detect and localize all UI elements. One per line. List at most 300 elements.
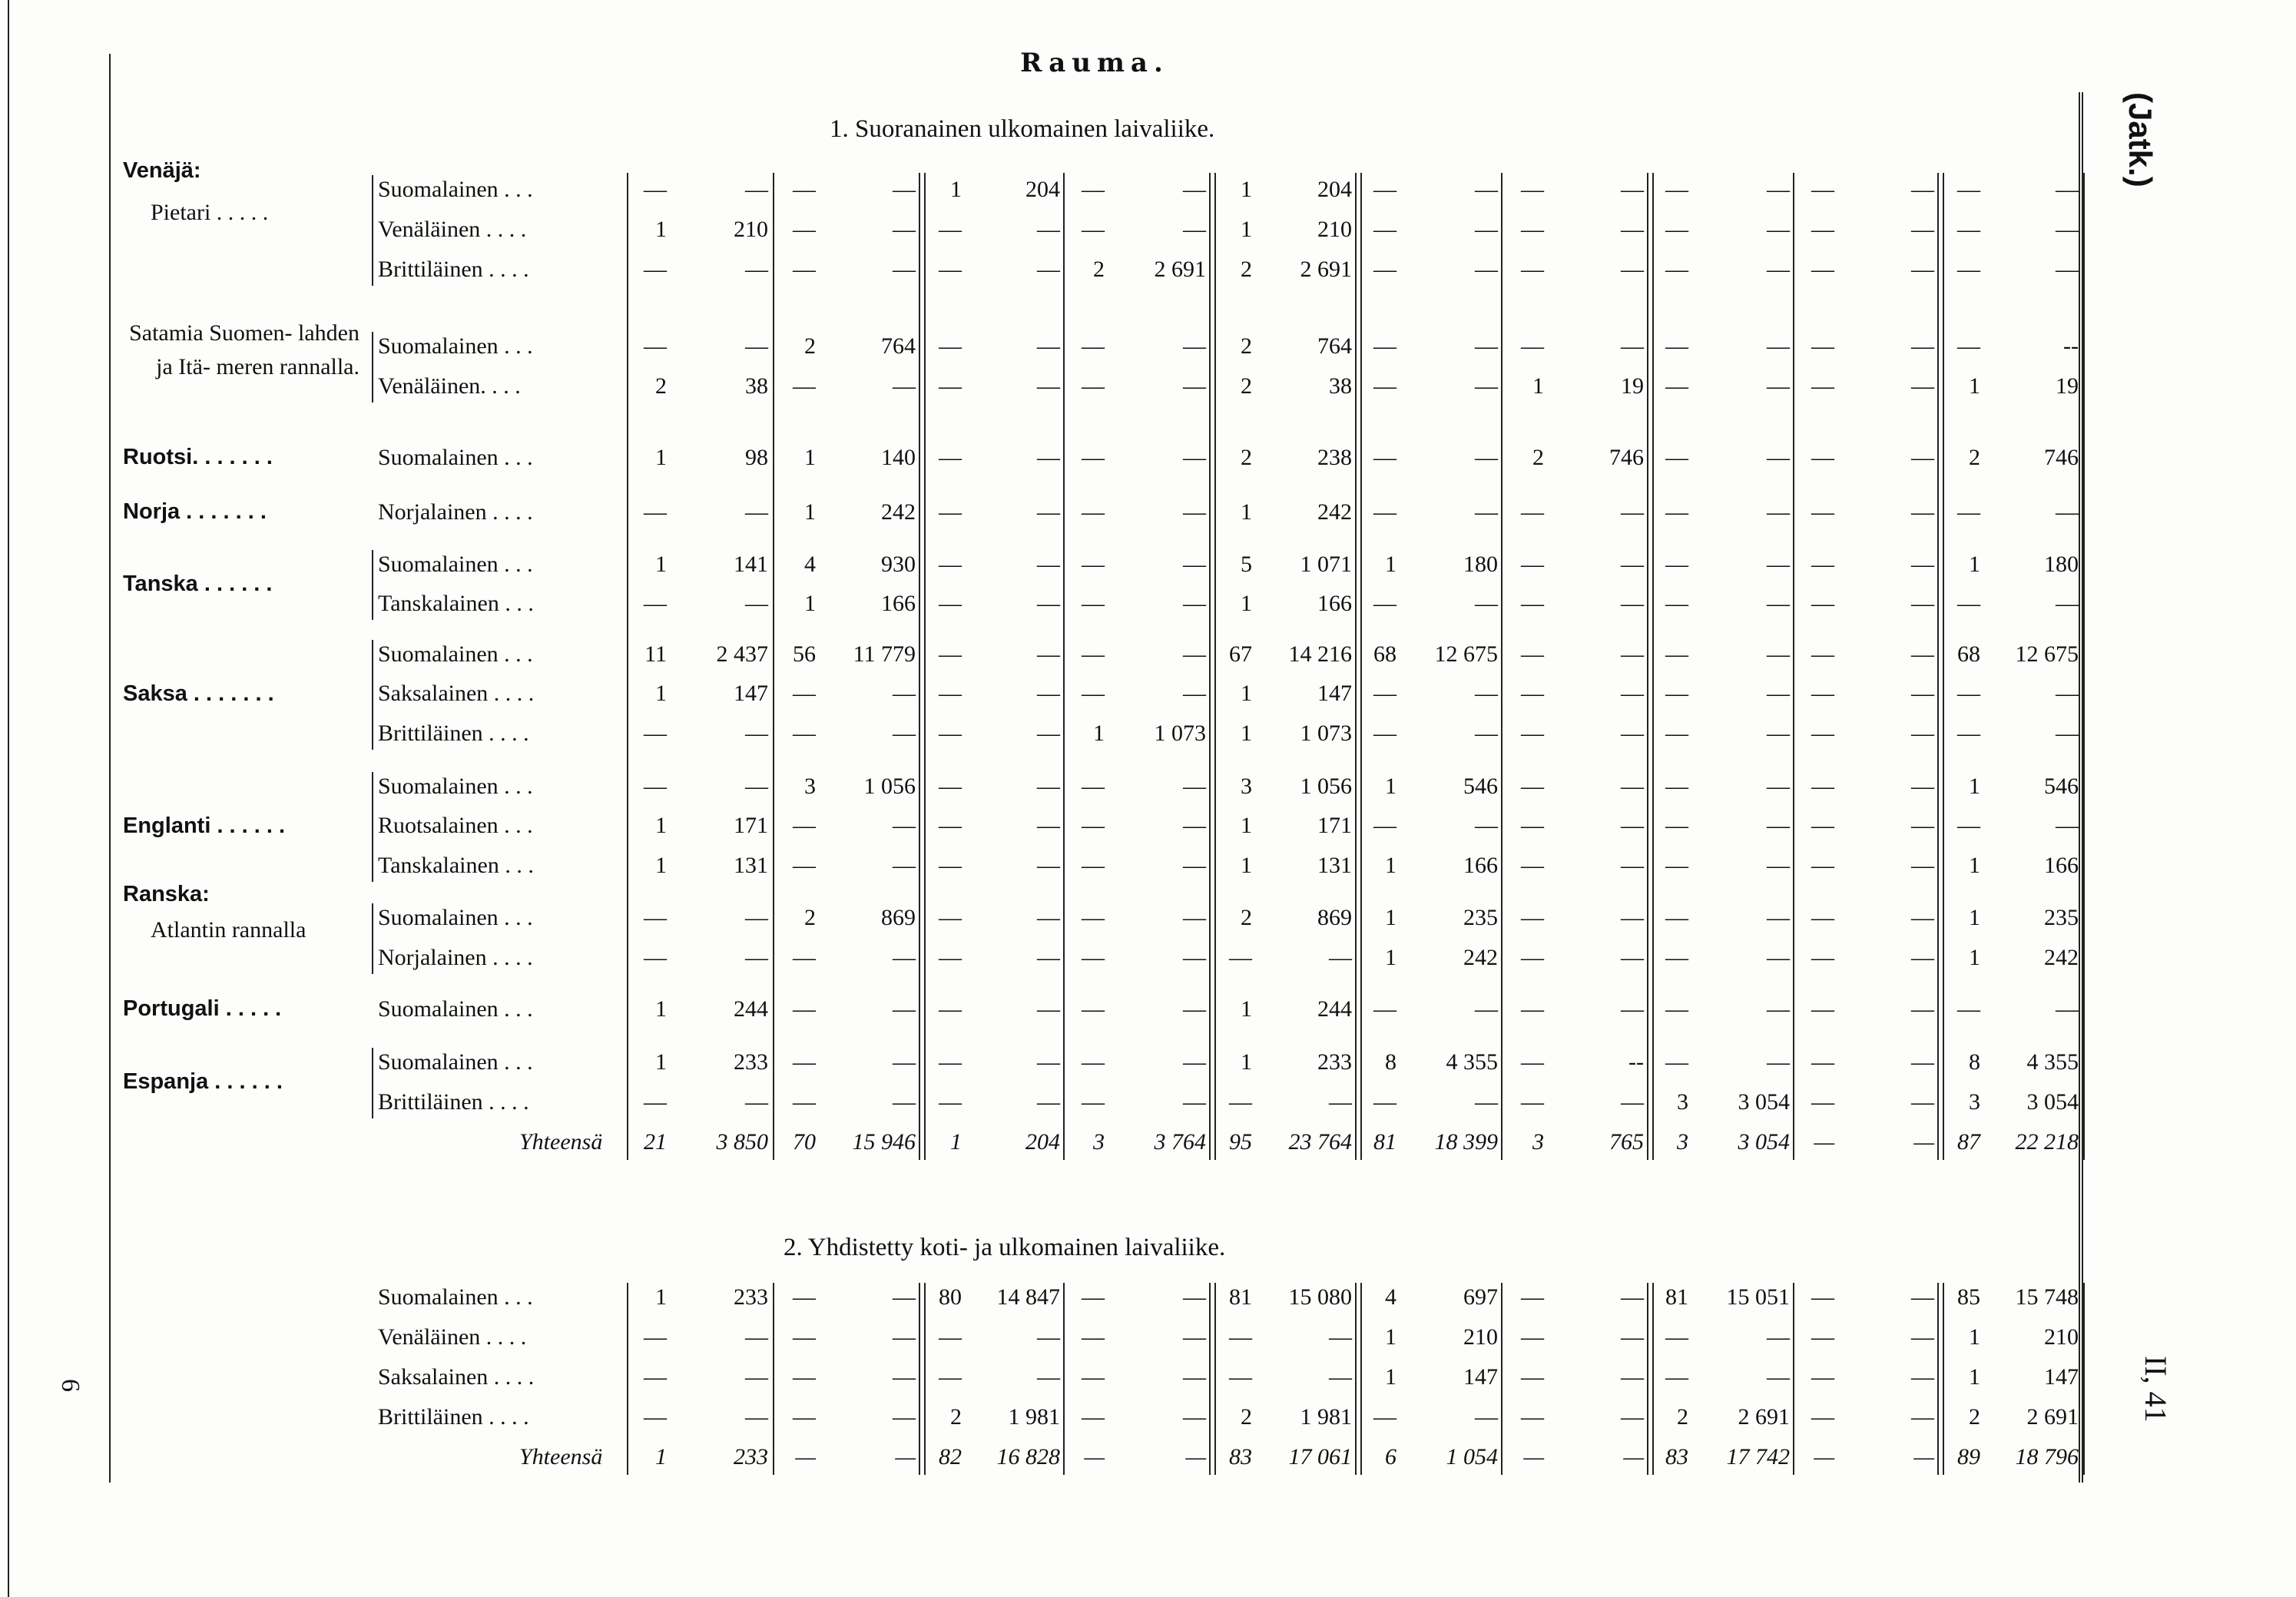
total-row-cell: 3: [1677, 1129, 1688, 1155]
country-label: Portugali . . . . .: [123, 996, 282, 1021]
table-row-cell: —: [1811, 996, 1834, 1022]
table-row-cell: 235: [1463, 905, 1498, 930]
table-row-cell: —: [1475, 177, 1498, 202]
table-row-cell: —: [1521, 1049, 1544, 1075]
place-label: Pietari . . . . .: [151, 200, 269, 225]
table-row-cell: 4 355: [2026, 1049, 2079, 1075]
table-row-cell: 1 056: [863, 774, 916, 799]
country-label: Ruotsi. . . . . . .: [123, 445, 273, 469]
table-row-cell: —: [893, 1284, 916, 1310]
total-row-cell: —: [1814, 1444, 1834, 1469]
table-row-cell: —: [1521, 1324, 1544, 1350]
table-row-cell: —: [1521, 177, 1544, 202]
table-row-cell: —: [1183, 996, 1206, 1022]
table-row-cell: 2: [1241, 333, 1252, 359]
table-row-cell: —: [1665, 945, 1688, 970]
table-row-cell: 1: [1241, 499, 1252, 525]
flag-label: Suomalainen . . .: [378, 177, 533, 202]
table-row-cell: 171: [734, 813, 768, 838]
table-row-cell: 1 073: [1154, 721, 1206, 746]
table-row-cell: --: [2063, 333, 2079, 359]
table-row-cell: —: [1037, 996, 1060, 1022]
table-row-cell: —: [1037, 1324, 1060, 1350]
table-row-cell: —: [1521, 1364, 1544, 1390]
table-row-cell: 56: [793, 641, 816, 667]
table-row-cell: 2: [1241, 905, 1252, 930]
table-row-cell: —: [644, 1404, 667, 1430]
table-row-cell: —: [1521, 813, 1544, 838]
table-row-cell: 1: [655, 996, 667, 1022]
table-row-cell: —: [939, 445, 962, 470]
table-row-cell: —: [1811, 257, 1834, 282]
table-row-cell: 2 691: [2026, 1404, 2079, 1430]
table-row-cell: 1: [655, 445, 667, 470]
total-row-cell: 3 054: [1738, 1129, 1790, 1155]
table-row-cell: —: [1183, 681, 1206, 706]
table-row-cell: 171: [1317, 813, 1352, 838]
table-row-cell: —: [1767, 681, 1790, 706]
table-row-cell: 1: [655, 853, 667, 878]
table-row-cell: —: [1521, 996, 1544, 1022]
table-row-cell: —: [1183, 1364, 1206, 1390]
table-row-cell: —: [1957, 177, 1980, 202]
flag-label: Brittiläinen . . . .: [378, 1404, 529, 1430]
table-row-cell: —: [1665, 1049, 1688, 1075]
table-row-cell: 1: [1969, 774, 1980, 799]
total-row-cell: 23 764: [1288, 1129, 1352, 1155]
table-row-cell: —: [1811, 774, 1834, 799]
table-row-cell: —: [1037, 333, 1060, 359]
table-row-cell: —: [1767, 1049, 1790, 1075]
column-rule: [1793, 173, 1794, 1160]
table-row-cell: —: [644, 721, 667, 746]
table-row-cell: —: [745, 1324, 768, 1350]
table-row-cell: —: [1373, 333, 1396, 359]
table-row-cell: —: [1811, 591, 1834, 616]
table-row-cell: —: [793, 1404, 816, 1430]
total-row-cell: 87: [1957, 1129, 1980, 1155]
column-rule: [1937, 173, 1939, 1160]
table-row-cell: —: [1183, 853, 1206, 878]
table-row-cell: —: [1665, 641, 1688, 667]
flag-label: Brittiläinen . . . .: [378, 1089, 529, 1115]
total-row-cell: —: [1913, 1129, 1934, 1155]
brace-line: [372, 175, 373, 286]
table-row-cell: —: [1621, 996, 1644, 1022]
table-row-cell: 210: [1463, 1324, 1498, 1350]
table-row-cell: 12 675: [2015, 641, 2079, 667]
table-row-cell: —: [1621, 257, 1644, 282]
table-row-cell: —: [893, 996, 916, 1022]
table-row-cell: 2: [804, 333, 816, 359]
table-row-cell: —: [1665, 373, 1688, 399]
table-row-cell: —: [1911, 721, 1934, 746]
table-row-cell: —: [1957, 681, 1980, 706]
table-row-cell: —: [1082, 945, 1105, 970]
table-row-cell: 1: [1241, 591, 1252, 616]
table-row-cell: —: [939, 721, 962, 746]
table-row-cell: 1 071: [1300, 552, 1352, 577]
table-row-cell: 746: [2044, 445, 2079, 470]
table-row-cell: 2: [1532, 445, 1544, 470]
table-row-cell: —: [893, 681, 916, 706]
table-row-cell: —: [1521, 905, 1544, 930]
brace-line: [372, 640, 373, 750]
table-row-cell: —: [1475, 373, 1498, 399]
table-row-cell: —: [1082, 333, 1105, 359]
table-row-cell: —: [1037, 1089, 1060, 1115]
table-row-cell: 244: [734, 996, 768, 1022]
flag-label: Suomalainen . . .: [378, 445, 533, 470]
table-row-cell: —: [1957, 591, 1980, 616]
table-row-cell: —: [793, 721, 816, 746]
table-row-cell: 141: [734, 552, 768, 577]
place-label: Atlantin rannalla: [151, 917, 306, 943]
table-row-cell: —: [939, 373, 962, 399]
total-row-cell: 1 054: [1446, 1444, 1498, 1469]
table-row-cell: —: [1911, 1284, 1934, 1310]
table-row-cell: —: [1373, 996, 1396, 1022]
table-row-cell: 2: [1969, 445, 1980, 470]
table-row-cell: —: [793, 945, 816, 970]
table-row-cell: —: [1521, 1404, 1544, 1430]
table-row-cell: —: [1521, 1284, 1544, 1310]
table-row-cell: —: [1229, 945, 1252, 970]
table-row-cell: —: [1521, 257, 1544, 282]
table-row-cell: 764: [1317, 333, 1352, 359]
table-row-cell: —: [1665, 499, 1688, 525]
table-row-cell: 242: [1463, 945, 1498, 970]
column-rule: [1360, 173, 1362, 1160]
table-row-cell: 1: [1241, 177, 1252, 202]
table-row-cell: —: [1329, 1089, 1352, 1115]
table-row-cell: 4: [804, 552, 816, 577]
table-row-cell: —: [1811, 1284, 1834, 1310]
table-row-cell: 210: [1317, 217, 1352, 242]
table-row-cell: —: [1373, 445, 1396, 470]
table-row-cell: --: [1628, 1049, 1644, 1075]
table-row-cell: —: [1957, 217, 1980, 242]
table-row-cell: —: [1957, 499, 1980, 525]
table-row-cell: 1: [1241, 217, 1252, 242]
brace-line: [372, 1048, 373, 1118]
table-row-cell: —: [1475, 813, 1498, 838]
table-row-cell: —: [1911, 217, 1934, 242]
column-rule: [1647, 1283, 1648, 1475]
table-row-cell: 233: [734, 1284, 768, 1310]
table-row-cell: —: [1621, 552, 1644, 577]
table-row-cell: 1: [655, 681, 667, 706]
table-row-cell: 242: [2044, 945, 2079, 970]
table-row-cell: —: [1767, 177, 1790, 202]
table-row-cell: —: [2056, 591, 2079, 616]
table-row-cell: —: [793, 177, 816, 202]
table-row-cell: 1: [1969, 853, 1980, 878]
table-row-cell: —: [1767, 774, 1790, 799]
table-row-cell: 746: [1609, 445, 1644, 470]
table-row-cell: —: [1037, 945, 1060, 970]
table-row-cell: 2: [1969, 1404, 1980, 1430]
table-row-cell: —: [793, 1364, 816, 1390]
table-row-cell: —: [745, 591, 768, 616]
table-row-cell: —: [1665, 257, 1688, 282]
table-row-cell: 1 056: [1300, 774, 1352, 799]
table-row-cell: —: [1911, 853, 1934, 878]
table-row-cell: —: [1767, 445, 1790, 470]
table-row-cell: —: [893, 945, 916, 970]
total-row-cell: 16 828: [996, 1444, 1060, 1469]
table-row-cell: 98: [745, 445, 768, 470]
table-row-cell: 233: [1317, 1049, 1352, 1075]
table-row-cell: —: [1767, 217, 1790, 242]
table-row-cell: —: [745, 257, 768, 282]
table-row-cell: —: [939, 552, 962, 577]
table-row-cell: 242: [1317, 499, 1352, 525]
table-row-cell: 180: [1463, 552, 1498, 577]
table-row-cell: —: [1621, 721, 1644, 746]
table-row-cell: 8: [1385, 1049, 1396, 1075]
table-row-cell: 1 981: [1008, 1404, 1060, 1430]
table-row-cell: —: [1911, 499, 1934, 525]
column-rule: [773, 1283, 774, 1475]
table-row-cell: 1: [1969, 373, 1980, 399]
table-row-cell: 8: [1969, 1049, 1980, 1075]
table-row-cell: —: [1767, 552, 1790, 577]
table-row-cell: 1: [1241, 853, 1252, 878]
table-row-cell: —: [939, 1049, 962, 1075]
table-row-cell: —: [1521, 853, 1544, 878]
table-row-cell: —: [939, 945, 962, 970]
country-label: Ranska:: [123, 882, 210, 906]
table-row-cell: —: [1183, 445, 1206, 470]
table-row-cell: —: [1767, 257, 1790, 282]
table-row-cell: —: [1665, 1324, 1688, 1350]
table-row-cell: 166: [2044, 853, 2079, 878]
table-row-cell: —: [1082, 1049, 1105, 1075]
total-row-cell: 3 764: [1154, 1129, 1206, 1155]
table-row-cell: —: [893, 177, 916, 202]
total-row-cell: 89: [1957, 1444, 1980, 1469]
table-row-cell: 1 981: [1300, 1404, 1352, 1430]
table-row-cell: —: [1911, 1049, 1934, 1075]
table-row-cell: —: [1811, 177, 1834, 202]
table-row-cell: —: [745, 1364, 768, 1390]
flag-label: Venäläinen. . . .: [378, 373, 521, 399]
table-row-cell: —: [1521, 499, 1544, 525]
table-row-cell: 15 051: [1726, 1284, 1790, 1310]
table-row-cell: —: [1037, 681, 1060, 706]
table-row-cell: —: [1911, 641, 1934, 667]
table-row-cell: —: [1037, 591, 1060, 616]
table-row-cell: —: [1037, 641, 1060, 667]
table-row-cell: —: [745, 333, 768, 359]
table-row-cell: —: [1082, 552, 1105, 577]
table-row-cell: —: [793, 1284, 816, 1310]
table-row-cell: —: [1665, 681, 1688, 706]
table-row-cell: —: [1911, 813, 1934, 838]
table-row-cell: —: [1767, 641, 1790, 667]
table-row-cell: —: [1621, 1404, 1644, 1430]
table-row-cell: —: [1811, 853, 1834, 878]
table-row-cell: —: [1037, 445, 1060, 470]
table-row-cell: —: [1811, 373, 1834, 399]
table-row-cell: —: [1665, 774, 1688, 799]
table-row-cell: —: [1521, 721, 1544, 746]
table-row-cell: —: [939, 641, 962, 667]
flag-label: Brittiläinen . . . .: [378, 721, 529, 746]
table-row-cell: —: [939, 333, 962, 359]
table-row-cell: —: [1767, 499, 1790, 525]
table-row-cell: —: [1373, 373, 1396, 399]
table-row-cell: —: [1037, 721, 1060, 746]
table-row-cell: —: [1911, 373, 1934, 399]
table-row-cell: —: [1811, 552, 1834, 577]
column-rule: [1209, 173, 1211, 1160]
table-row-cell: 4 355: [1446, 1049, 1498, 1075]
table-row-cell: —: [1911, 552, 1934, 577]
table-row-cell: —: [1911, 257, 1934, 282]
table-row-cell: 242: [881, 499, 916, 525]
table-row-cell: 147: [1317, 681, 1352, 706]
table-row-cell: —: [1373, 177, 1396, 202]
table-row-cell: —: [1037, 853, 1060, 878]
table-row-cell: —: [1475, 1404, 1498, 1430]
table-row-cell: —: [745, 945, 768, 970]
table-row-cell: —: [1665, 177, 1688, 202]
total-row-cell: —: [1623, 1444, 1644, 1469]
brace-line: [372, 550, 373, 620]
table-row-cell: —: [1329, 1364, 1352, 1390]
table-row-cell: 1: [1385, 774, 1396, 799]
table-row-cell: —: [793, 1324, 816, 1350]
table-row-cell: —: [1183, 905, 1206, 930]
table-row-cell: —: [1373, 721, 1396, 746]
flag-label: Tanskalainen . . .: [378, 853, 534, 878]
table-row-cell: —: [1183, 591, 1206, 616]
table-row-cell: 85: [1957, 1284, 1980, 1310]
table-row-cell: —: [2056, 681, 2079, 706]
total-row-cell: —: [1084, 1444, 1105, 1469]
table-row-cell: 1: [1241, 1049, 1252, 1075]
total-row-cell: —: [895, 1444, 916, 1469]
table-row-cell: 1 073: [1300, 721, 1352, 746]
column-rule: [1793, 1283, 1794, 1475]
table-row-cell: —: [1329, 1324, 1352, 1350]
table-row-cell: —: [1082, 813, 1105, 838]
table-row-cell: —: [939, 996, 962, 1022]
table-row-cell: —: [1475, 217, 1498, 242]
table-row-cell: —: [1082, 177, 1105, 202]
table-row-cell: 1: [1385, 905, 1396, 930]
table-row-cell: —: [1183, 1284, 1206, 1310]
table-row-cell: —: [2056, 217, 2079, 242]
table-row-cell: 15 748: [2015, 1284, 2079, 1310]
table-row-cell: —: [1811, 499, 1834, 525]
table-row-cell: 1: [1969, 1364, 1980, 1390]
table-row-cell: 14 847: [996, 1284, 1060, 1310]
column-rule: [1063, 1283, 1065, 1475]
table-row-cell: —: [1767, 945, 1790, 970]
table-row-cell: —: [1373, 257, 1396, 282]
table-row-cell: —: [1811, 333, 1834, 359]
table-row-cell: —: [1373, 217, 1396, 242]
table-row-cell: 1: [1385, 1364, 1396, 1390]
table-row-cell: —: [1521, 1089, 1544, 1115]
table-row-cell: —: [1621, 1324, 1644, 1350]
table-row-cell: 3: [1969, 1089, 1980, 1115]
table-row-cell: 1: [1385, 945, 1396, 970]
table-row-cell: 1: [1969, 552, 1980, 577]
column-rule: [1501, 173, 1503, 1160]
table-row-cell: —: [893, 813, 916, 838]
table-row-cell: —: [1621, 499, 1644, 525]
column-rule: [627, 173, 628, 1160]
column-rule: [1355, 173, 1357, 1160]
table-row-cell: —: [1475, 499, 1498, 525]
table-row-cell: 131: [734, 853, 768, 878]
table-row-cell: —: [1037, 1364, 1060, 1390]
total-row-cell: 233: [734, 1444, 768, 1469]
table-row-cell: 2: [1241, 373, 1252, 399]
table-row-cell: —: [1521, 641, 1544, 667]
table-row-cell: 1: [1532, 373, 1544, 399]
country-label: Tanska . . . . . .: [123, 571, 273, 596]
flag-label: Saksalainen . . . .: [378, 1364, 535, 1390]
table-row-cell: —: [1665, 853, 1688, 878]
country-label: Norja . . . . . . .: [123, 499, 267, 524]
table-row-cell: —: [1183, 333, 1206, 359]
page-margin-rule: [109, 54, 111, 1483]
table-row-cell: —: [1811, 641, 1834, 667]
table-row-cell: 238: [1317, 445, 1352, 470]
column-rule: [1937, 1283, 1939, 1475]
table-row-cell: 19: [2056, 373, 2079, 399]
table-row-cell: 147: [734, 681, 768, 706]
table-row-cell: 1: [1385, 853, 1396, 878]
flag-label: Saksalainen . . . .: [378, 681, 535, 706]
table-row-cell: —: [1665, 445, 1688, 470]
table-row-cell: 1: [1241, 996, 1252, 1022]
table-row-cell: —: [793, 1089, 816, 1115]
total-row-cell: 3: [1532, 1129, 1544, 1155]
table-row-cell: —: [1037, 813, 1060, 838]
table-row-cell: —: [1911, 445, 1934, 470]
column-rule: [1214, 1283, 1216, 1475]
table-row-cell: —: [1229, 1364, 1252, 1390]
table-row-cell: —: [1621, 945, 1644, 970]
table-row-cell: 12 675: [1434, 641, 1498, 667]
flag-label: Brittiläinen . . . .: [378, 257, 529, 282]
column-rule: [627, 1283, 628, 1475]
table-row-cell: —: [745, 774, 768, 799]
table-row-cell: —: [1811, 445, 1834, 470]
table-row-cell: —: [1911, 905, 1934, 930]
table-row-cell: —: [2056, 721, 2079, 746]
table-row-cell: —: [2056, 257, 2079, 282]
table-row-cell: —: [1911, 945, 1934, 970]
column-rule: [1652, 1283, 1654, 1475]
table-row-cell: 166: [1317, 591, 1352, 616]
page-margin-rule: [2079, 92, 2080, 1483]
table-row-cell: —: [1082, 681, 1105, 706]
table-row-cell: 3: [804, 774, 816, 799]
table-row-cell: —: [1183, 641, 1206, 667]
table-row-cell: —: [793, 373, 816, 399]
table-row-cell: —: [1082, 499, 1105, 525]
table-row-cell: 210: [734, 217, 768, 242]
column-rule: [1652, 173, 1654, 1160]
table-row-cell: —: [1911, 591, 1934, 616]
